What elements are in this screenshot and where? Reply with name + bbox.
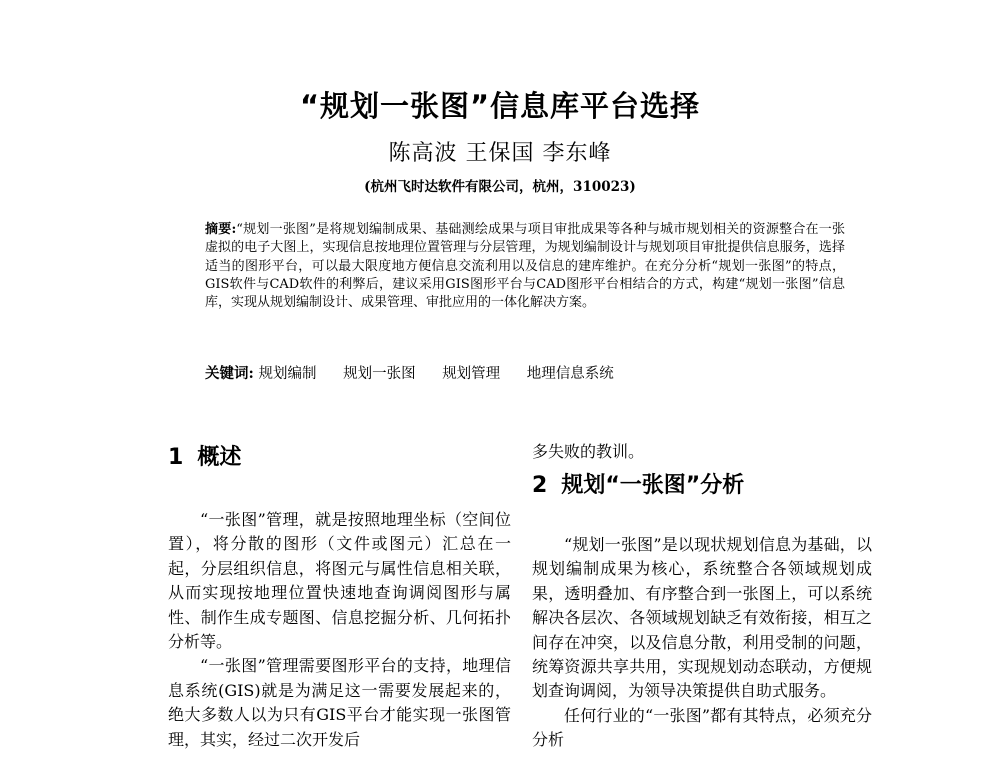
- section-heading: [168, 447, 241, 469]
- keyword: 规划一张图: [343, 366, 416, 382]
- section-number: 1: [168, 445, 184, 470]
- right-column-body: [532, 533, 872, 753]
- left-column-body: [168, 508, 511, 752]
- paper-authors: 陈高波 王保国 李东峰: [388, 141, 612, 166]
- keywords: [205, 367, 845, 382]
- section-heading: [532, 475, 744, 497]
- paragraph-continuation: 多失败的教训。: [532, 442, 645, 461]
- section-title: 规划“一张图”分析: [561, 473, 745, 498]
- paper-title: “规划一张图”信息库平台选择: [299, 89, 701, 123]
- paragraph: “一张图”管理需要图形平台的支持，地理信息系统(GIS)就是为满足这一需要发展起来的，绝大多数人以为只有GIS平台才能实现一张图管理，其实，经过二次开发后: [168, 656, 511, 749]
- section-number: 2: [532, 473, 548, 498]
- keyword: 规划管理: [442, 366, 501, 382]
- paper-affiliation: (杭州飞时达软件有限公司，杭州，310023): [364, 179, 636, 195]
- abstract: [205, 221, 845, 312]
- abstract-text: “规划一张图”是将规划编制成果、基础测绘成果与项目审批成果等各种与城市规划相关的资源整合在一张虚拟的电子大图上，实现信息按地理位置管理与分层管理，为规划编制设计与规划项目审批提供信息服务，选择适当的图形平台，可以最大限度地方便信息交流利用以及信息的建库维护。在充分分析“规划一张图”的特点，GIS软件与CAD软件的利弊后，建议采用GIS图形平台与CAD图形平台相结合的方式，构建“规划一张图”信息库，实现从规划编制设计、成果管理、审批应用的一体化解决方案。: [205, 222, 845, 311]
- keywords-label: 关键词:: [205, 365, 254, 382]
- keyword: 规划编制: [258, 366, 317, 382]
- right-column-continuation: [532, 440, 872, 464]
- paragraph: “一张图”管理，就是按照地理坐标（空间位置），将分散的图形（文件或图元）汇总在一起，分层组织信息，将图元与属性信息相关联，从而实现按地理位置快速地查询调阅图形与属性、制作生成专题图、信息挖掘分析、几何拓扑分析等。: [168, 510, 511, 652]
- keyword: 地理信息系统: [526, 366, 614, 382]
- section-title: 概述: [197, 445, 242, 470]
- paragraph: 任何行业的“一张图”都有其特点，必须充分分析: [532, 705, 872, 750]
- paragraph: “规划一张图”是以现状规划信息为基础，以规划编制成果为核心，系统整合各领域规划成果，透明叠加、有序整合到一张图上，可以系统解决各层次、各领域规划缺乏有效衔接，相互之间存在冲突，以及信息分散，利用受制的问题，统筹资源共享共用，实现规划动态联动，方便规划查询调阅，为领导决策提供自助式服务。: [532, 535, 872, 701]
- abstract-label: 摘要:: [205, 222, 237, 237]
